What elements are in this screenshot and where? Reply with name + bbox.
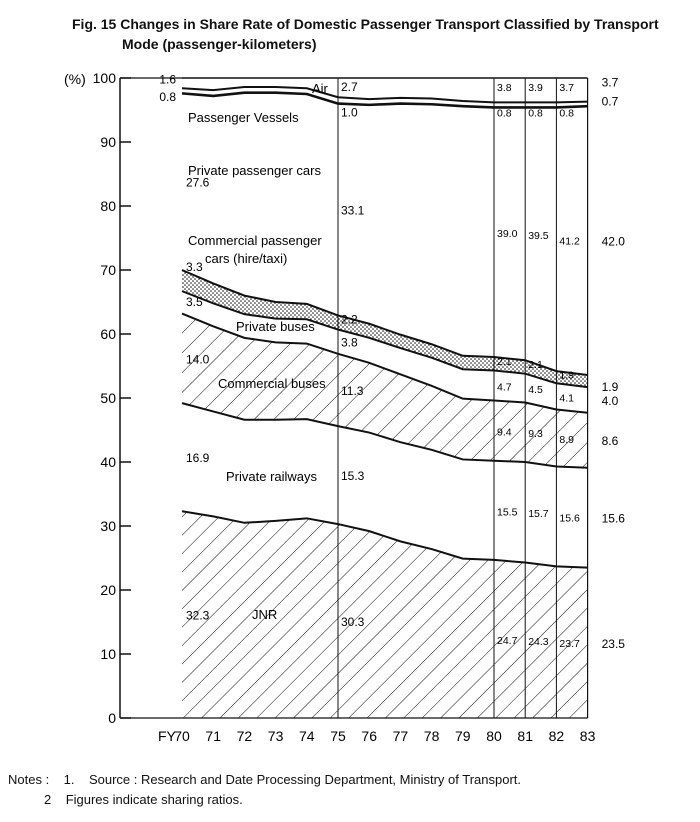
value-label-commercial-buses-82: 8.9	[559, 434, 575, 446]
value-label-passenger-vessels-75: 1.0	[341, 105, 358, 120]
x-tick-label-75: 75	[330, 728, 346, 744]
note-2-number: 2	[44, 792, 52, 807]
value-label-private-passenger-cars-75: 33.1	[341, 203, 365, 218]
x-tick-label-83: 83	[579, 728, 596, 744]
value-label-jnr-75: 30.3	[341, 615, 365, 630]
series-label-private-buses: Private buses	[236, 319, 315, 334]
value-label-commercial-buses-70: 14.0	[186, 352, 210, 367]
y-tick-label-60: 60	[100, 326, 116, 342]
x-tick-label-72: 72	[236, 728, 253, 744]
y-tick-label-100: 100	[92, 70, 116, 86]
series-label-passenger-vessels: Passenger Vessels	[188, 110, 299, 125]
y-tick-label-10: 10	[100, 646, 116, 662]
value-label-private-passenger-cars-83: 42.0	[601, 234, 625, 249]
value-label-air-75: 2.7	[341, 79, 358, 94]
value-label-private-railways-75: 15.3	[341, 469, 365, 484]
value-label-commercial-passenger-cars-hire-taxi-83: 1.9	[601, 380, 619, 395]
x-prefix-label: FY	[158, 728, 176, 744]
x-tick-label-74: 74	[299, 728, 315, 744]
area-jnr	[182, 511, 588, 718]
value-label-passenger-vessels-83: 0.7	[601, 94, 619, 109]
y-tick-label-0: 0	[108, 710, 116, 726]
value-label-private-buses-75: 3.8	[341, 335, 358, 350]
notes-prefix: Notes :	[8, 772, 50, 787]
value-label-jnr-81: 24.3	[528, 636, 549, 649]
value-label-passenger-vessels-82: 0.8	[559, 107, 575, 120]
value-label-commercial-buses-80: 9.4	[497, 426, 512, 439]
value-label-private-railways-82: 15.6	[559, 512, 580, 525]
note-2-text: Figures indicate sharing ratios.	[65, 792, 243, 807]
y-tick-label-80: 80	[100, 198, 116, 214]
value-label-air-70: 1.6	[159, 72, 176, 87]
value-label-commercial-buses-81: 9.3	[528, 428, 543, 441]
x-tick-label-73: 73	[267, 728, 284, 744]
value-label-commercial-buses-75: 11.3	[341, 384, 364, 398]
value-label-commercial-buses-83: 8.6	[601, 434, 619, 449]
value-label-passenger-vessels-80: 0.8	[497, 107, 512, 120]
x-tick-label-81: 81	[517, 728, 533, 744]
series-label-private-passenger-cars: Private passenger cars	[188, 163, 321, 178]
value-label-jnr-82: 23.7	[559, 638, 580, 651]
value-label-passenger-vessels-70: 0.8	[159, 90, 176, 105]
value-label-private-buses-82: 4.1	[559, 392, 575, 405]
value-label-private-railways-70: 16.9	[186, 451, 210, 466]
value-label-private-passenger-cars-82: 41.2	[559, 235, 580, 248]
value-label-commercial-passenger-cars-hire-taxi-70: 3.3	[186, 259, 203, 274]
y-tick-label-40: 40	[100, 454, 116, 470]
y-tick-label-30: 30	[100, 518, 116, 534]
series-label-jnr: JNR	[252, 607, 278, 622]
value-label-jnr-80: 24.7	[497, 634, 518, 647]
series-label-air: Air	[312, 81, 328, 96]
value-label-private-railways-80: 15.5	[497, 506, 518, 519]
value-label-private-passenger-cars-81: 39.5	[528, 229, 549, 242]
y-unit-label: (%)	[64, 71, 86, 87]
notes	[8, 770, 521, 810]
value-label-private-passenger-cars-70: 27.6	[186, 175, 210, 190]
value-label-air-80: 3.8	[497, 81, 512, 94]
value-label-commercial-passenger-cars-hire-taxi-81: 2.1	[528, 359, 543, 372]
x-tick-label-77: 77	[392, 728, 409, 744]
series-label-commercial-cars-line2: cars (hire/taxi)	[205, 251, 288, 266]
value-label-air-82: 3.7	[559, 81, 575, 94]
value-label-commercial-passenger-cars-hire-taxi-80: 2.1	[497, 355, 512, 368]
y-tick-label-20: 20	[100, 582, 116, 598]
value-label-commercial-passenger-cars-hire-taxi-82: 1.9	[559, 369, 575, 382]
value-label-private-railways-83: 15.6	[601, 511, 625, 526]
x-tick-label-70: 70	[174, 728, 190, 744]
x-tick-label-82: 82	[548, 728, 565, 744]
series-label-commercial-buses: Commercial buses	[218, 376, 326, 391]
value-label-private-buses-80: 4.7	[497, 381, 512, 394]
value-label-jnr-70: 32.3	[186, 608, 210, 623]
note-1-text: Source : Research and Date Processing Department, Ministry of Transport.	[88, 772, 522, 787]
value-label-private-buses-83: 4.0	[601, 393, 619, 408]
y-tick-label-90: 90	[100, 134, 116, 150]
value-label-private-buses-70: 3.5	[186, 295, 203, 310]
title-line-1: Fig. 15 Changes in Share Rate of Domestic Passenger Transport Classified by Transport	[72, 16, 659, 32]
value-label-air-81: 3.9	[528, 81, 543, 94]
title-line-2: Mode (passenger-kilometers)	[122, 36, 317, 52]
value-label-passenger-vessels-81: 0.8	[528, 107, 543, 120]
line-private-passenger-cars	[182, 93, 588, 108]
series-label-private-railways: Private railways	[226, 469, 318, 484]
x-tick-label-79: 79	[455, 728, 471, 744]
y-tick-label-70: 70	[100, 262, 116, 278]
y-tick-label-50: 50	[100, 390, 116, 406]
x-tick-label-78: 78	[423, 728, 440, 744]
value-label-air-83: 3.7	[601, 75, 619, 90]
value-label-private-buses-81: 4.5	[528, 384, 543, 397]
line-passenger-vessels	[182, 87, 588, 102]
value-label-jnr-83: 23.5	[601, 636, 625, 651]
series-label-commercial-cars-line1: Commercial passenger	[188, 233, 322, 248]
note-1-number: 1.	[63, 772, 75, 787]
value-label-commercial-passenger-cars-hire-taxi-75: 2.2	[341, 312, 358, 327]
x-tick-label-76: 76	[361, 728, 377, 744]
value-label-private-passenger-cars-80: 39.0	[497, 228, 518, 241]
value-label-private-railways-81: 15.7	[528, 508, 549, 521]
x-tick-label-71: 71	[205, 728, 221, 744]
x-tick-label-80: 80	[486, 728, 502, 744]
